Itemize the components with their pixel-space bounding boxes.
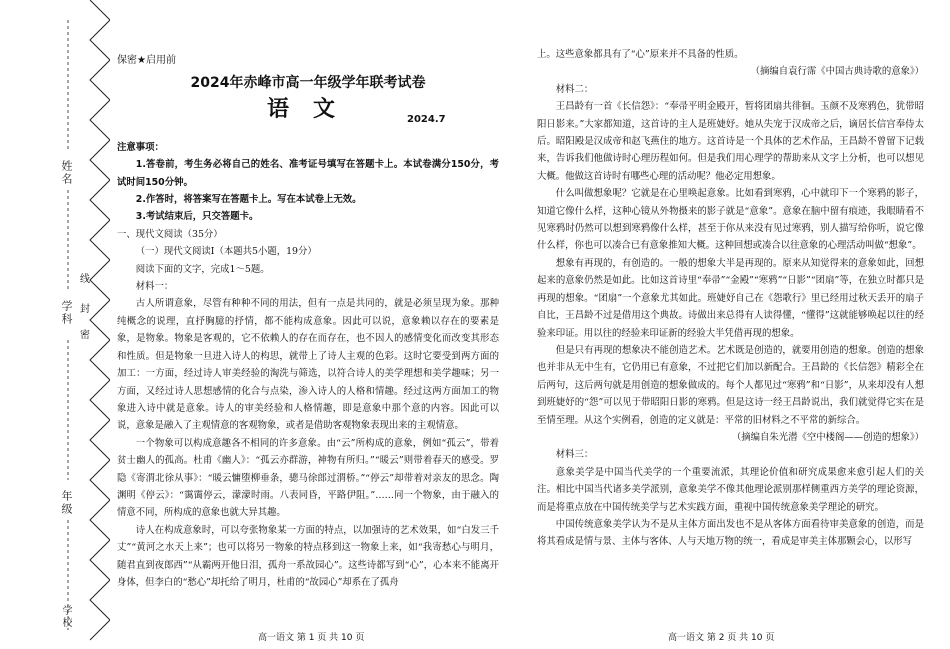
exam-date: 2024.7 (407, 113, 446, 125)
paragraph-continued: 上。这些意象都具有了“心”原来并不具备的性质。 (537, 49, 744, 60)
subsection-heading: （一）现代文阅读Ⅰ（本题共5小题，19分） (135, 246, 317, 258)
notice-item: 2.作答时，将答案写在答题卡上。写在本试卷上无效。 (135, 194, 362, 206)
binding-zigzag (0, 0, 110, 649)
seal-char-secret: 密 (80, 330, 90, 341)
section-heading: 一、现代文阅读（35分） (117, 228, 223, 240)
paragraph: 中国传统意象美学认为不是从主体方面出发也不是从客体方面看待审美意象的创造，而是将其看成是情与景、主体与客体、人与天地万物的统一，看成是审美主体那颗会心，以形写 (537, 518, 924, 548)
material-label: 材料二： (555, 83, 594, 95)
notice-heading: 注意事项： (117, 141, 164, 153)
source-citation: （摘编自朱光潜《空中楼阁——创造的想象》） (731, 431, 924, 443)
notice-item: 1.答卷前，考生务必将自己的姓名、准考证号填写在答题卡上。本试卷满分150分，考试时间150分钟。 (117, 159, 499, 188)
binding-label-subject: 学科 (60, 300, 73, 326)
source-citation: （摘编自袁行霈《中国古典诗歌的意象》） (750, 66, 924, 78)
confidential-mark: 保密★启用前 (117, 55, 176, 66)
exam-title: 2024年赤峰市高一年级学年联考试卷 (190, 75, 426, 92)
notice-item: 3.考试结束后，只交答题卡。 (135, 211, 259, 223)
binding-margin (0, 0, 110, 649)
page-2 (537, 46, 924, 551)
seal-char-line: 线 (80, 274, 90, 285)
binding-label-school: 学校 (60, 605, 71, 629)
material-label: 材料三： (555, 449, 594, 461)
material-label: 材料一： (135, 281, 174, 293)
paragraph: 但是只有再现的想象决不能创造艺术。艺术既是创造的，就要用创造的想象。创造的想象也并非从无中生有，它仍用已有意象，不过把它们加以新配合。王昌龄的《长信怨》精彩全在后两句，这后两句就是用创造的想象做成的。每个人都见过“寒鸦”和“日影”，从来却没有人想到班婕妤的“怨”可以见于带昭阳日影的寒鸦。但是这诗一经王昌龄说出，我们就觉得它实在是至情至理。从这个实例看，创造的定义就是：平常的旧材料之不平常的新综合。 (537, 344, 924, 426)
binding-label-grade: 年级 (60, 490, 73, 516)
paragraph: 诗人在构成意象时，可以夸张物象某一方面的特点，以加强诗的艺术效果，如“白发三千丈”“黄河之水天上来”；也可以将另一物象的特点移到这一物象上来，如“我寄愁心与明月，随君直到夜郎西”“从霸两开他日泪，孤舟一系故园心”。这些诗都写到“心”，心本来不能离开身体，但李白的“愁心”却托给了明月，杜甫的“故园心”却系在了孤舟 (117, 524, 499, 588)
seal-char-seal: 封 (80, 304, 90, 315)
page-footer-1: 高一语文 第 1 页 共 10 页 (258, 633, 365, 643)
paragraph: 意象美学是中国当代美学的一个重要流派，其理论价值和研究成果愈来愈引起人们的关注。相比中国当代诸多美学派别，意象美学不像其他理论派别那样侧重西方美学的理论资源，而是将重点放在中国传统美学与艺术实践方面，重视中国传统意象美学理论的研究。 (537, 466, 924, 513)
page-1 (117, 52, 499, 591)
paragraph: 古人所谓意象，尽管有种种不同的用法，但有一点是共同的，就是必须呈现为象。那种纯概念的说理，直抒胸臆的抒情，都不能构成意象。因此可以说，意象赖以存在的要素是象，是物象。物象是客观的，它不依赖人的存在而存在，也不因人的感情变化而改变其形态和性质。但是物象一旦进入诗人的构思，就带上了诗人主观的色彩。这时它要受到两方面的加工：一方面，经过诗人审美经验的淘洗与筛选，以符合诗人的美学理想和美学趣味；另一方面，又经过诗人思想感情的化合与点染，渗入诗人的人格和情趣。经过这两方面加工的物象进入诗中就是意象。诗人的审美经验和人格情趣，即是意象中那个意的内容。因此可以说，意象是融入了主观情意的客观物象，或者是借助客观物象表现出来的主观情意。 (117, 298, 499, 432)
page-footer-2: 高一语文 第 2 页 共 10 页 (668, 633, 775, 643)
subject-row (117, 96, 499, 131)
paragraph: 王昌龄有一首《长信怨》：“奉帚平明金殿开，暂将团扇共徘徊。玉颜不及寒鸦色，犹带昭阳日影来。”大家都知道，这首诗的主人是班婕妤。她从失宠于汉成帝之后，谪居长信宫奉侍太后。昭阳殿是汉成帝和赵飞燕住的地方。这首诗是一个具体的艺术作品，王昌龄不曾留下记载来，告诉我们他做诗时心理历程如何。但是我们用心理学的帮助来从文字上分析，也可以想见大概。他做这首诗时有哪些心理的活动呢？他必定用想象。 (537, 101, 924, 182)
instruction: 阅读下面的文字，完成1～5题。 (135, 263, 270, 275)
paragraph: 想象有再现的，有创造的。一般的想象大半是再现的。原来从知觉得来的意象如此，回想起来的意象仍然是如此。比如这首诗里“奉帚”“金殿”“寒鸦”“日影”“团扇”等，在独立时都只是再现的想象。“团扇”一个意象尤其如此。班婕妤自己在《怨歌行》里已经用过秋天丢开的扇子自比，王昌龄不过是借用这个典故。诗做出来总得有人读得懂，“懂得”这就能够唤起以往的经验来印证。用以往的经验来印证新的经验大半凭借再现的想象。 (537, 257, 924, 339)
paragraph: 一个物象可以构成意趣各不相同的许多意象。由“云”所构成的意象，例如“孤云”，带着贫士幽人的孤高。杜甫《幽人》：“孤云亦群游，神物有所归。”“暖云”则带着春天的感受。罗隐《寄渭北徐从事》：“暖云慵堕柳垂条，骢马徐郎过渭桥。”“停云”却带着对亲友的思念。陶渊明《停云》：“霭霭停云，濛濛时雨。八表同昏，平路伊阻。”……同一个物象，由于融入的情意不同，所构成的意象也就大异其趣。 (117, 437, 499, 519)
binding-label-name: 姓名 (60, 160, 73, 186)
paragraph: 什么叫做想象呢？它就是在心里唤起意象。比如看到寒鸦，心中就印下一个寒鸦的影子，知道它像什么样，这种心镜从外物摄来的影子就是“意象”。意象在脑中留有痕迹，我眼睛看不见寒鸦时仍然可以想到寒鸦像什么样，甚至于你从来没有见过寒鸦，别人描写给你听，说它像什么样，你也可以凑合已有意象推知大概。这种回想或凑合以往意象的心理活动叫做“想象”。 (537, 188, 924, 252)
subject-title: 语文 (267, 96, 360, 122)
